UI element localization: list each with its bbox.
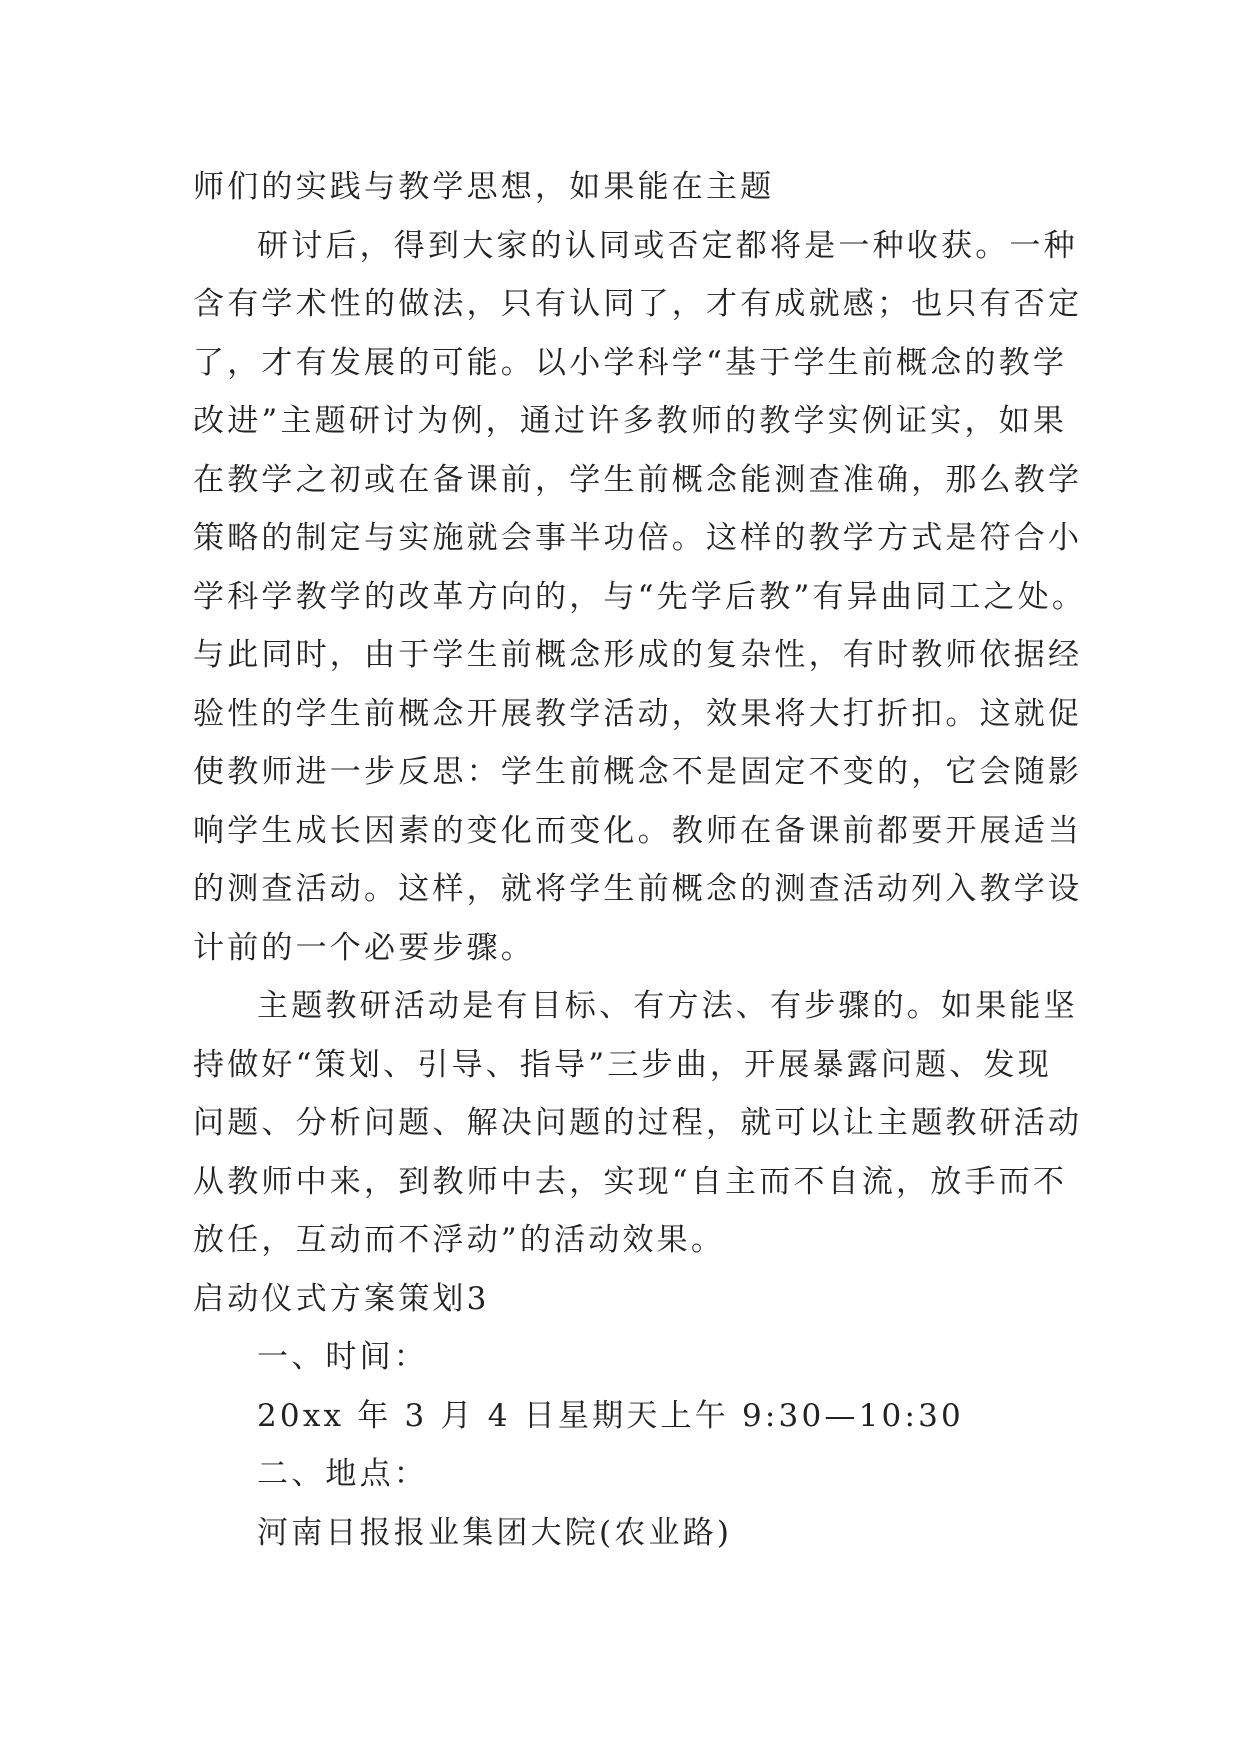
text-line: 主题教研活动是有目标、有方法、有步骤的。如果能坚 bbox=[257, 988, 1078, 1024]
subheading-time: 一、时间： bbox=[257, 1339, 428, 1375]
time-value: 20xx 年 3 月 4 日星期天上午 9:30—10:30 bbox=[257, 1397, 964, 1434]
subheading-location: 二、地点： bbox=[257, 1456, 428, 1492]
text-line: 学科学教学的改革方向的，与“先学后教”有异曲同工之处。 bbox=[193, 578, 1087, 615]
text-line: 从教师中来，到教师中去，实现“自主而不自流，放手而不 bbox=[193, 1163, 1068, 1200]
section-heading: 启动仪式方案策划3 bbox=[193, 1280, 490, 1317]
text-line: 在教学之初或在备课前，学生前概念能测查准确，那么教学 bbox=[193, 461, 1083, 498]
text-line: 策略的制定与实施就会事半功倍。这样的教学方式是符合小 bbox=[193, 520, 1083, 556]
text-line: 放任，互动而不浮动”的活动效果。 bbox=[193, 1222, 726, 1258]
text-line: 了，才有发展的可能。以小学科学“基于学生前概念的教学 bbox=[193, 344, 1068, 381]
text-line: 计前的一个必要步骤。 bbox=[193, 929, 535, 966]
text-line: 响学生成长因素的变化而变化。教师在备课前都要开展适当 bbox=[193, 812, 1083, 849]
location-value: 河南日报报业集团大院(农业路) bbox=[257, 1514, 733, 1551]
text-line: 的测查活动。这样，就将学生前概念的测查活动列入教学设 bbox=[193, 871, 1083, 907]
text-line: 研讨后，得到大家的认同或否定都将是一种收获。一种 bbox=[257, 227, 1078, 264]
document-body bbox=[193, 158, 1087, 1562]
text-line: 含有学术性的做法，只有认同了，才有成就感；也只有否定 bbox=[193, 286, 1083, 322]
text-line: 使教师进一步反思：学生前概念不是固定不变的，它会随影 bbox=[193, 754, 1083, 790]
text-line: 改进”主题研讨为例，通过许多教师的教学实例证实，如果 bbox=[193, 403, 1068, 439]
text-line: 持做好“策划、引导、指导”三步曲，开展暴露问题、发现 bbox=[193, 1046, 1052, 1083]
text-line: 师们的实践与教学思想，如果能在主题 bbox=[193, 169, 775, 205]
text-line: 问题、分析问题、解决问题的过程，就可以让主题教研活动 bbox=[193, 1105, 1083, 1141]
text-line: 与此同时，由于学生前概念形成的复杂性，有时教师依据经 bbox=[193, 637, 1083, 673]
text-line: 验性的学生前概念开展教学活动，效果将大打折扣。这就促 bbox=[193, 695, 1083, 732]
